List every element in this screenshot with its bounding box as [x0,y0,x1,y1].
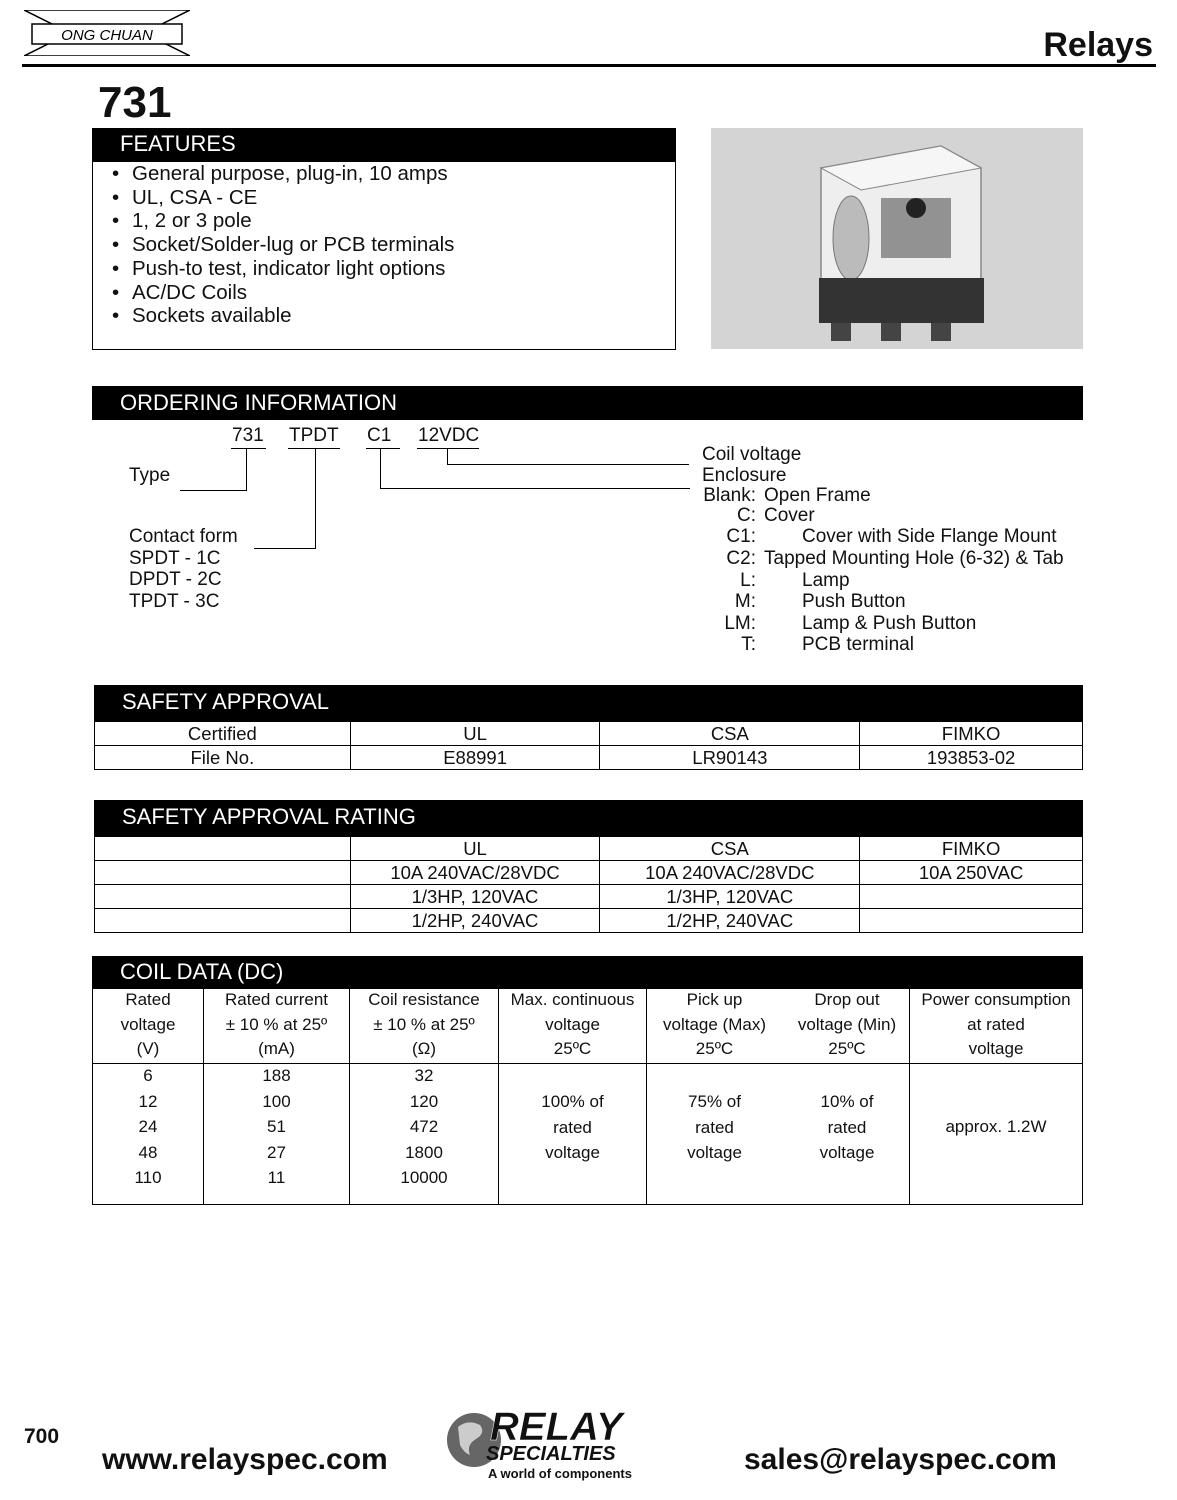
coil-header-resistance: Coil resistance ± 10 % at 25º (Ω) [368,990,480,1058]
coil-header-power: Power consumption at rated voltage [921,990,1071,1058]
brand-logo [24,10,190,56]
enclosure-code: C: [737,505,756,526]
table-cell [860,885,1083,909]
feature-item: • Socket/Solder-lug or PCB terminals [112,233,454,257]
table-row [95,746,1083,770]
feature-item: • General purpose, plug-in, 10 amps [112,162,454,186]
connector-line [288,448,340,449]
enclosure-code: LM: [724,613,756,634]
connector-line [447,448,448,465]
table-cell [95,837,351,861]
coil-header-drop-out: Drop out voltage (Min) 25ºC [797,990,897,1058]
table-cell: UL [350,722,600,746]
coil-header-voltage: Rated voltage (V) [120,990,176,1058]
table-cell: CSA [600,837,860,861]
table-cell: 193853-02 [860,746,1083,770]
coil-header-max-continuous: Max. continuous voltage 25ºC [510,990,635,1058]
connector-line [366,448,400,449]
table-row [95,885,1083,909]
coil-data-header: COIL DATA (DC) [92,956,1083,989]
table-cell: Certified [95,722,351,746]
enclosure-code: C2: [726,548,756,569]
enclosure-desc: Tapped Mounting Hole (6-32) & Tab [764,548,1064,569]
features-list [112,162,454,328]
table-row [95,861,1083,885]
website-link[interactable]: www.relayspec.com [102,1443,388,1476]
connector-line [417,448,479,449]
enclosure-label: Enclosure [702,465,787,486]
coil-voltage-label: Coil voltage [702,444,802,465]
enclosure-desc: Push Button [802,591,906,612]
enclosure-code: Blank: [703,485,756,506]
table-row [95,909,1083,933]
safety-rating-header: SAFETY APPROVAL RATING [94,800,1083,836]
svg-text:SPECIALTIES: SPECIALTIES [486,1443,616,1465]
table-cell [860,909,1083,933]
table-cell: 10A 250VAC [860,861,1083,885]
table-cell: 1/3HP, 120VAC [350,885,600,909]
enclosure-desc: PCB terminal [802,634,914,655]
enclosure-code: T: [741,634,756,655]
table-cell: FIMKO [860,837,1083,861]
feature-item: • Push-to test, indicator light options [112,257,454,281]
features-header: FEATURES [92,128,676,162]
relay-photo [711,128,1083,349]
coil-drop-out: 10% of rated voltage [819,1092,875,1162]
enclosure-desc: Open Frame [764,485,871,506]
connector-line [380,488,690,489]
table-cell: LR90143 [600,746,860,770]
type-label: Type [129,465,171,486]
table-cell: FIMKO [860,722,1083,746]
coil-pick-up: 75% of rated voltage [687,1092,742,1162]
coil-power: approx. 1.2W [945,1117,1047,1136]
svg-text:RELAY: RELAY [490,1405,623,1449]
svg-text:A world of components: A world of components [488,1466,632,1481]
feature-item: • UL, CSA - CE [112,186,454,210]
coil-voltage-column: 6 12 24 48 110 [134,1066,162,1187]
coil-header-pick-up: Pick up voltage (Max) 25ºC [663,990,766,1058]
ordering-header: ORDERING INFORMATION [92,386,1083,420]
safety-approval-table [94,721,1083,770]
contact-form-option: TPDT - 3C [129,591,220,612]
table-row [95,722,1083,746]
enclosure-desc: Lamp & Push Button [802,613,977,634]
enclosure-code: L: [740,570,756,591]
feature-item: • 1, 2 or 3 pole [112,209,454,233]
enclosure-code: M: [734,591,756,612]
feature-item: • Sockets available [112,304,454,328]
table-cell: 1/2HP, 240VAC [350,909,600,933]
enclosure-desc: Lamp [802,570,850,591]
table-cell: E88991 [350,746,600,770]
enclosure-desc: Cover with Side Flange Mount [802,526,1057,547]
relay-specialties-logo [446,1402,698,1486]
coil-header-current: Rated current ± 10 % at 25º (mA) [225,990,328,1058]
table-cell: File No. [95,746,351,770]
connector-line [180,490,247,491]
connector-line [231,448,266,449]
feature-item: • AC/DC Coils [112,281,454,305]
safety-approval-header: SAFETY APPROVAL [94,685,1083,721]
enclosure-code: C1: [726,526,756,547]
table-cell [95,909,351,933]
code-contact-form: TPDT [289,425,339,446]
table-cell: 1/2HP, 240VAC [600,909,860,933]
table-cell [95,861,351,885]
connector-line [447,464,689,465]
table-cell: 10A 240VAC/28VDC [600,861,860,885]
coil-resistance-column: 32 120 472 1800 10000 [400,1066,448,1187]
table-cell: 10A 240VAC/28VDC [350,861,600,885]
connector-line [246,448,247,491]
connector-line [380,448,381,489]
coil-max-continuous: 100% of rated voltage [541,1092,604,1162]
table-cell: UL [350,837,600,861]
coil-current-column: 188 100 51 27 11 [262,1066,291,1187]
contact-form-option: SPDT - 1C [129,548,221,569]
model-number: 731 [98,78,172,127]
connector-line [254,548,316,549]
code-enclosure: C1 [367,425,392,446]
safety-rating-table [94,836,1083,933]
svg-text:ONG CHUAN: ONG CHUAN [61,27,153,44]
category-title: Relays [1043,26,1153,64]
table-cell: CSA [600,722,860,746]
connector-line [315,448,316,549]
header-rule [22,64,1156,67]
code-model: 731 [232,425,264,446]
page-number: 700 [24,1425,60,1448]
contact-form-label: Contact form [129,526,238,547]
table-row [95,837,1083,861]
table-cell [95,885,351,909]
enclosure-desc: Cover [764,505,815,526]
email-link[interactable]: sales@relayspec.com [744,1443,1057,1476]
contact-form-option: DPDT - 2C [129,569,222,590]
table-cell: 1/3HP, 120VAC [600,885,860,909]
code-coil-voltage: 12VDC [418,425,480,446]
